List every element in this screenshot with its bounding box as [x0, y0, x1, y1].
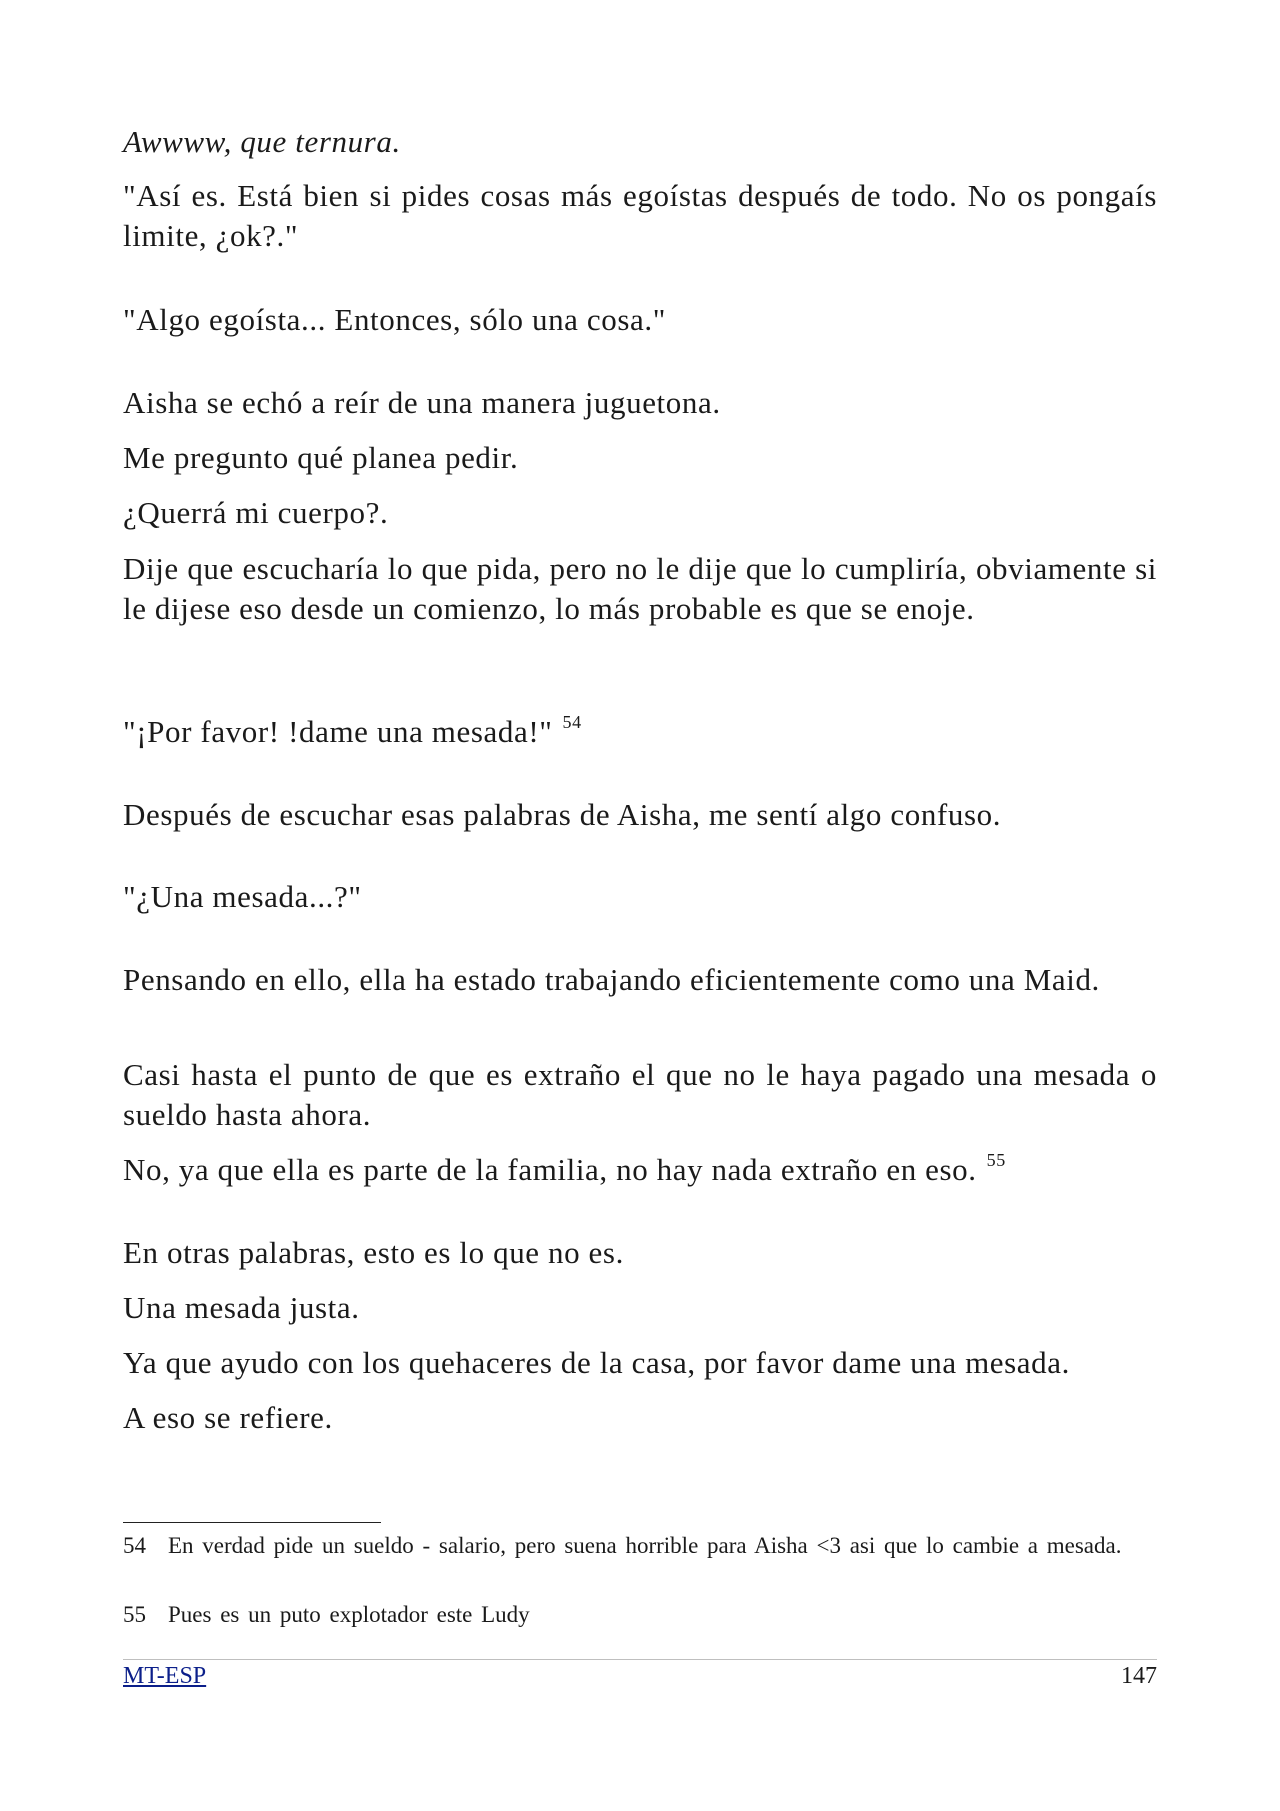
paragraph-13-text: No, ya que ella es parte de la familia, no hay nada extraño en eso. [123, 1152, 977, 1187]
paragraph-15: Una mesada justa. [123, 1290, 360, 1325]
paragraph-5: Me pregunto qué planea pedir. [123, 440, 519, 475]
page-number: 147 [1121, 1663, 1157, 1689]
footnote-ref-55[interactable]: 55 [986, 1150, 1006, 1170]
paragraph-1: Awwww, que ternura. [123, 124, 401, 159]
footer-link[interactable]: MT-ESP [123, 1663, 207, 1689]
paragraph-8 [123, 712, 1157, 752]
footnote-text: Pues es un puto explotador este Ludy [168, 1602, 530, 1627]
footnote-text: En verdad pide un sueldo - salario, pero suena horrible para Aisha <3 asi que lo cambie a mesada. [168, 1533, 1122, 1558]
paragraph-16: Ya que ayudo con los quehaceres de la casa, por favor dame una mesada. [123, 1345, 1070, 1380]
footnote-number: 54 [123, 1533, 146, 1558]
paragraph-13 [123, 1150, 1157, 1190]
paragraph-7: Dije que escucharía lo que pida, pero no le dije que lo cumpliría, obviamente si le dijese eso desde un comienzo, lo más probable es que se enoje. [123, 551, 1157, 626]
paragraph-17: A eso se refiere. [123, 1400, 333, 1435]
paragraph-3: "Algo egoísta... Entonces, sólo una cosa." [123, 302, 666, 337]
footnote-separator [123, 1522, 381, 1523]
footer-divider [123, 1659, 1157, 1660]
paragraph-12: Casi hasta el punto de que es extraño el que no le haya pagado una mesada o sueldo hasta ahora. [123, 1057, 1157, 1132]
paragraph-2: "Así es. Está bien si pides cosas más egoístas después de todo. No os pongaís limite, ¿ok?." [123, 178, 1157, 253]
footnote-55 [123, 1600, 1157, 1630]
paragraph-8-text: "¡Por favor! !dame una mesada!" [123, 714, 553, 749]
paragraph-11: Pensando en ello, ella ha estado trabajando eficientemente como una Maid. [123, 962, 1100, 997]
paragraph-6: ¿Querrá mi cuerpo?. [123, 495, 389, 530]
paragraph-10: "¿Una mesada...?" [123, 879, 362, 914]
footnote-number: 55 [123, 1602, 146, 1627]
document-page [123, 0, 1157, 1811]
paragraph-9: Después de escuchar esas palabras de Aisha, me sentí algo confuso. [123, 797, 1002, 832]
paragraph-14: En otras palabras, esto es lo que no es. [123, 1235, 624, 1270]
paragraph-4: Aisha se echó a reír de una manera juguetona. [123, 385, 721, 420]
footnote-ref-54[interactable]: 54 [562, 712, 582, 732]
footnote-54 [123, 1531, 1157, 1561]
